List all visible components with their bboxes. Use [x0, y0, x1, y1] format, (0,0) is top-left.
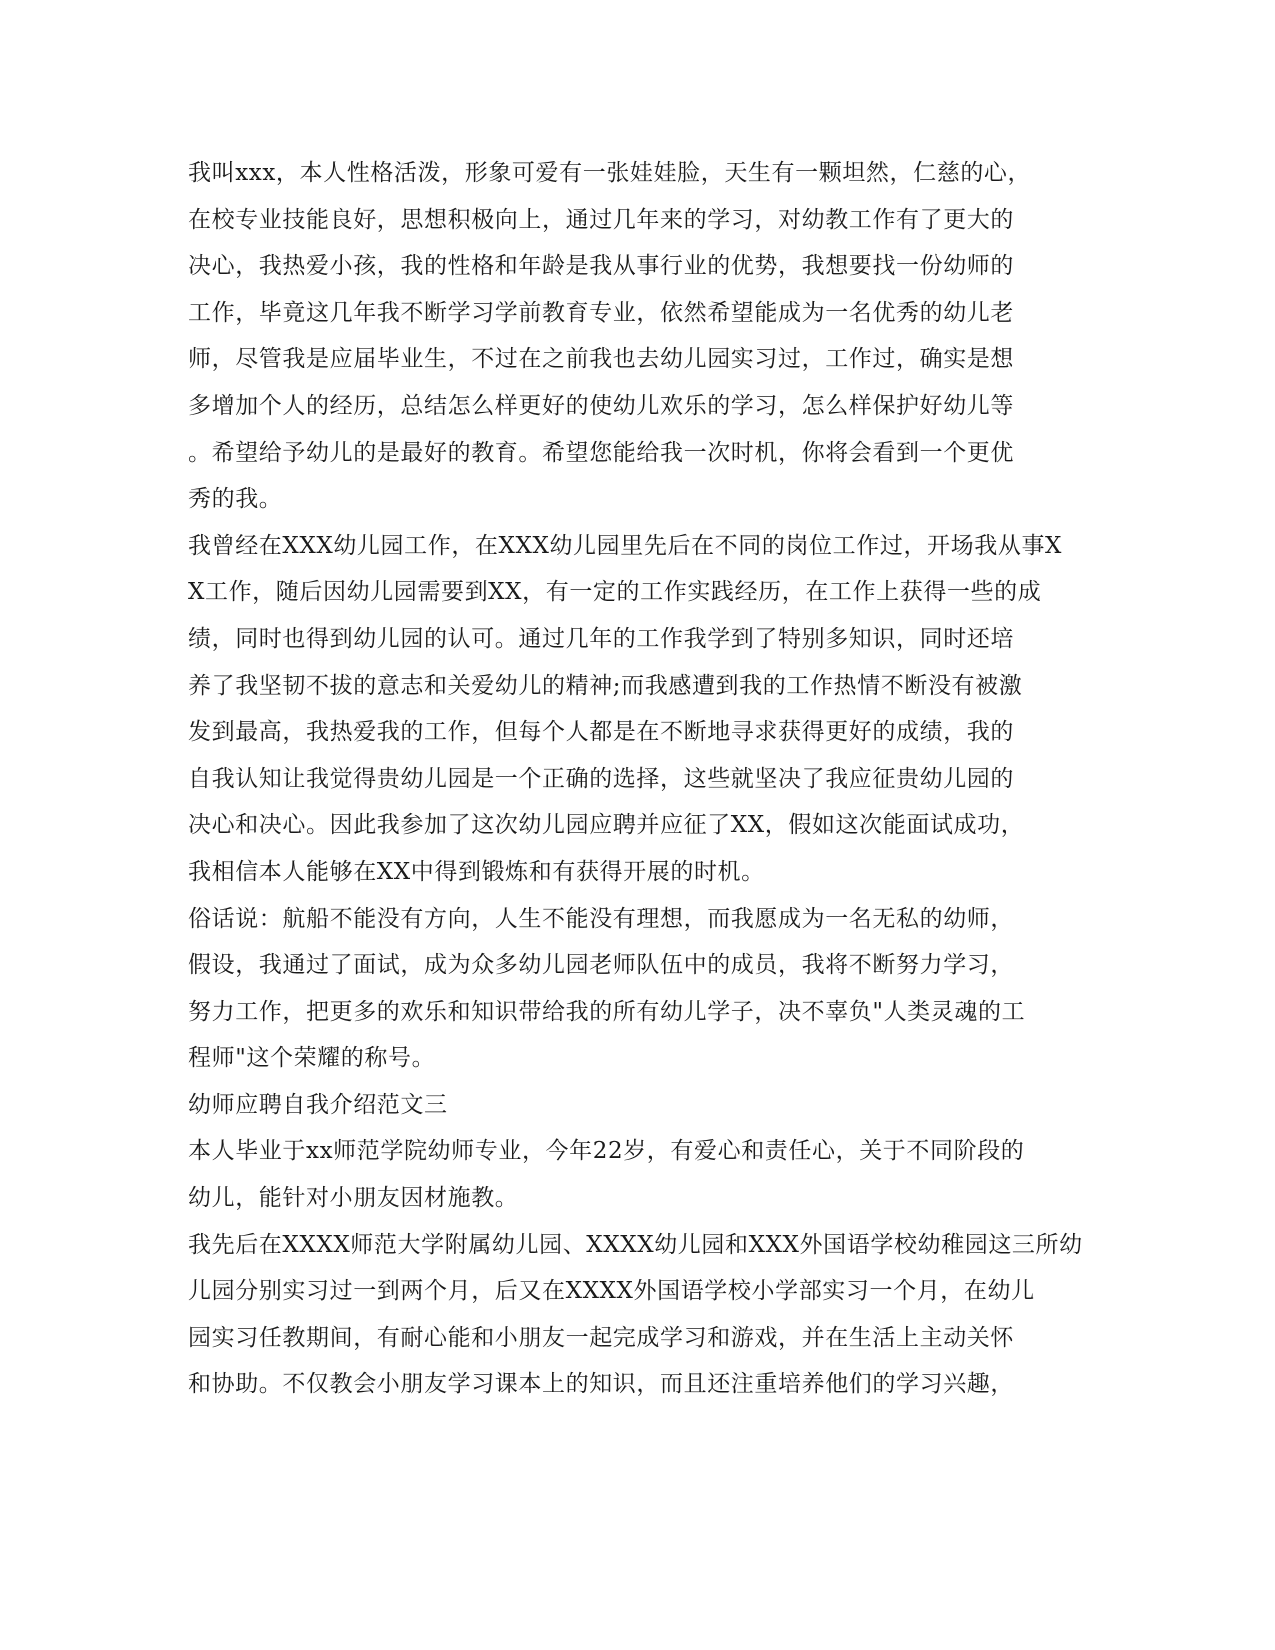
text-line: 园实习任教期间，有耐心能和小朋友一起完成学习和游戏，并在生活上主动关怀 [188, 1324, 1014, 1351]
text-line: 和协助。不仅教会小朋友学习课本上的知识，而且还注重培养他们的学习兴趣， [188, 1371, 1014, 1398]
text-line: 秀的我。 [188, 486, 283, 513]
text-line: 。希望给予幼儿的是最好的教育。希望您能给我一次时机，你将会看到一个更优 [188, 439, 1014, 466]
text-line: 师，尽管我是应届毕业生，不过在之前我也去幼儿园实习过，工作过，确实是想 [188, 346, 1014, 373]
text-line: 工作，毕竟这几年我不断学习学前教育专业，依然希望能成为一名优秀的幼儿老 [188, 299, 1014, 326]
text-line: 我相信本人能够在XX中得到锻炼和有获得开展的时机。 [188, 858, 765, 885]
text-line: 本人毕业于xx师范学院幼师专业，今年22岁，有爱心和责任心，关于不同阶段的 [188, 1138, 1025, 1165]
text-line: 幼儿，能针对小朋友因材施教。 [188, 1185, 519, 1212]
text-line: X工作，随后因幼儿园需要到XX，有一定的工作实践经历，在工作上获得一些的成 [188, 579, 1042, 606]
text-line: 养了我坚韧不拔的意志和关爱幼儿的精神;而我感遭到我的工作热情不断没有被激 [188, 672, 1023, 699]
text-line: 儿园分别实习过一到两个月，后又在XXXX外国语学校小学部实习一个月，在幼儿 [188, 1278, 1035, 1305]
text-line: 在校专业技能良好，思想积极向上，通过几年来的学习，对幼教工作有了更大的 [188, 206, 1014, 233]
section-heading: 幼师应聘自我介绍范文三 [188, 1091, 448, 1118]
text-line: 决心和决心。因此我参加了这次幼儿园应聘并应征了XX，假如这次能面试成功， [188, 812, 1025, 839]
text-line: 我曾经在XXX幼儿园工作，在XXX幼儿园里先后在不同的岗位工作过，开场我从事X [188, 532, 1063, 559]
text-line: 发到最高，我热爱我的工作，但每个人都是在不断地寻求获得更好的成绩，我的 [188, 719, 1014, 746]
text-line: 多增加个人的经历，总结怎么样更好的使幼儿欢乐的学习，怎么样保护好幼儿等 [188, 392, 1014, 419]
text-line: 我先后在XXXX师范大学附属幼儿园、XXXX幼儿园和XXX外国语学校幼稚园这三所幼 [188, 1231, 1083, 1258]
text-line: 俗话说：航船不能没有方向，人生不能没有理想，而我愿成为一名无私的幼师， [188, 905, 1014, 932]
text-line: 自我认知让我觉得贵幼儿园是一个正确的选择，这些就坚决了我应征贵幼儿园的 [188, 765, 1014, 792]
text-line: 我叫xxx，本人性格活泼，形象可爱有一张娃娃脸，天生有一颗坦然，仁慈的心， [188, 160, 1032, 186]
document-body [188, 150, 1083, 1408]
text-line: 决心，我热爱小孩，我的性格和年龄是我从事行业的优势，我想要找一份幼师的 [188, 253, 1014, 280]
text-line: 绩，同时也得到幼儿园的认可。通过几年的工作我学到了特别多知识，同时还培 [188, 625, 1014, 652]
text-line: 假设，我通过了面试，成为众多幼儿园老师队伍中的成员，我将不断努力学习， [188, 952, 1014, 979]
text-line: 程师"这个荣耀的称号。 [188, 1045, 436, 1072]
text-line: 努力工作，把更多的欢乐和知识带给我的所有幼儿学子，决不辜负"人类灵魂的工 [188, 998, 1026, 1025]
